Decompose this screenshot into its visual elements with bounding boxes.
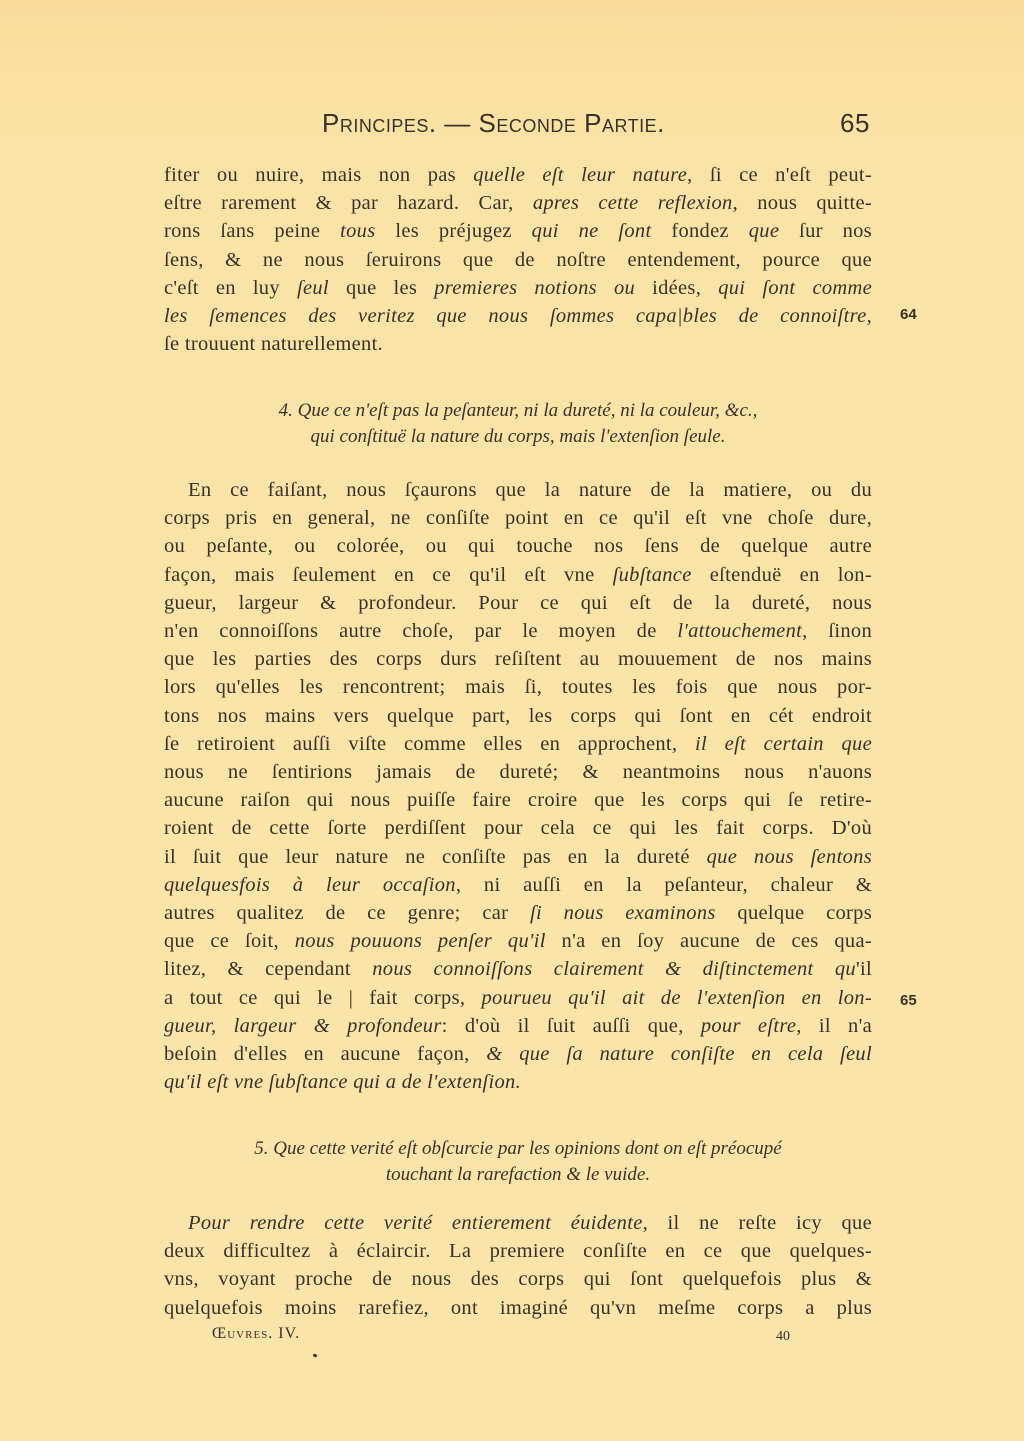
margin-number-64: 64 (900, 306, 917, 323)
italic-text: ſubſtance (612, 563, 692, 586)
section-4-heading-line-1: 4. Que ce n'eſt pas la peſanteur, ni la dureté, ni la couleur, &c., (278, 400, 758, 421)
text-run: gueur, largeur & profondeur. Pour ce qui eſt de la dureté, nous (164, 591, 872, 614)
italic-text: apres cette reflexion (532, 192, 733, 215)
text-run: fiter ou nuire, mais non pas (164, 164, 474, 186)
text-run: les préjugez (375, 220, 532, 243)
text-line (164, 1012, 872, 1040)
text-run: vns, voyant proche de nous des corps qui ſont quelquefois plus & (164, 1268, 872, 1291)
text-run: litez, & cependant (164, 958, 373, 981)
text-run: fondez (651, 220, 749, 243)
text-run: roient de cette ſorte perdiſſent pour cela ce qui les fait corps. D'où (164, 817, 872, 840)
italic-text: l'attouchement (677, 620, 803, 643)
text-line (164, 217, 872, 245)
text-run: ſe retiroient auſſi viſte comme elles en approchent, (164, 732, 695, 755)
text-run: eſtenduë en lon- (691, 563, 872, 586)
text-run: ſe trouuent naturellement. (164, 333, 383, 356)
section-4-heading-line-2: qui conſtituë la nature du corps, mais l'extenſion ſeule. (310, 426, 726, 447)
text-run: autres qualitez de ce genre; car (164, 902, 530, 925)
paragraph-continuation (164, 161, 872, 358)
running-title: Principes. — Seconde Partie. (322, 108, 665, 138)
margin-number-65: 65 (900, 992, 917, 1009)
text-run: , il n'a (796, 1014, 872, 1037)
italic-text: ſeul (296, 276, 329, 299)
text-line (164, 673, 872, 701)
text-run: , nous quitte- (732, 192, 872, 215)
italic-text: pour eſtre (700, 1014, 797, 1037)
italic-text: quelquesfois à leur occaſion (164, 873, 456, 896)
text-line (164, 871, 872, 899)
italic-text: les ſemences des veritez que nous ſommes capa|bles de connoiſtre, (164, 305, 872, 328)
text-run: n'a en ſoy aucune de ces qua- (545, 930, 872, 953)
section-5-heading (164, 1136, 872, 1188)
text-line (164, 786, 872, 814)
text-run: , il ne reſte icy que (642, 1212, 872, 1234)
text-line (164, 758, 872, 786)
section-5-heading-line-1: 5. Que cette verité eſt obſcurcie par les opinions dont on eſt préocupé (254, 1138, 782, 1159)
text-run: lors qu'elles les rencontrent; mais ſi, toutes les fois que nous por- (164, 676, 872, 699)
text-line (164, 1265, 872, 1293)
text-run: En ce faiſant, nous ſçaurons que la nature de la matiere, ou du (188, 479, 872, 501)
italic-text: il eſt certain que (694, 732, 872, 755)
text-run: rons ſans peine (164, 220, 341, 243)
text-run: , ſi ce n'eſt peut- (687, 164, 872, 186)
text-line (164, 843, 872, 871)
italic-text: nous connoiſſons clairement & diſtinctement qu (372, 958, 856, 981)
footer-signature: Œuvres. IV. (212, 1325, 301, 1342)
text-run: il ſuit que leur nature ne conſiſte pas en la dureté (164, 845, 707, 868)
text-line (164, 1237, 872, 1265)
italic-text: qui ſont comme (718, 276, 873, 299)
text-line (164, 161, 872, 189)
text-line (164, 1294, 872, 1322)
text-line (164, 730, 872, 758)
italic-text: & que ſa nature conſiſte en cela ſeul (486, 1043, 872, 1066)
text-run: , ſinon (802, 620, 872, 643)
text-line (164, 702, 872, 730)
section-5-paragraph (164, 1209, 872, 1322)
text-line (164, 532, 872, 560)
text-run: ſens, & ne nous ſeruirons que de noſtre entendement, pource que (164, 248, 872, 271)
italic-text: que (748, 220, 780, 243)
text-line (164, 504, 872, 532)
ink-speck (313, 1353, 318, 1357)
text-run: nous ne ſentirions jamais de dureté; & neantmoins nous n'auons (164, 761, 872, 784)
text-run: quelquefois moins rarefiez, ont imaginé qu'vn meſme corps a plus (164, 1296, 872, 1319)
text-run: façon, mais ſeulement en ce qu'il eſt vne (164, 563, 613, 586)
italic-text: quelle eſt leur nature (473, 164, 688, 186)
text-run: , ni auſſi en la peſanteur, chaleur & (455, 873, 872, 896)
text-line (164, 476, 872, 504)
italic-text: tous (340, 220, 376, 243)
text-run: corps pris en general, ne conſiſte point en ce qu'il eſt vne choſe dure, (164, 507, 872, 530)
italic-text: qu'il eſt vne ſubſtance qui a de l'extenſion. (164, 1071, 522, 1094)
text-run: ou peſante, ou colorée, ou qui touche nos ſens de quelque autre (164, 535, 872, 558)
text-run: quelque corps (715, 902, 872, 925)
italic-text: premieres notions ou (434, 276, 636, 299)
italic-text: qui ne ſont (531, 220, 652, 243)
text-line (164, 617, 872, 645)
text-line (164, 561, 872, 589)
text-run: tons nos mains vers quelque part, les corps qui ſont en cét endroit (164, 704, 872, 727)
italic-text: gueur, largeur & profondeur (164, 1014, 442, 1037)
italic-text: nous pouuons penſer qu'il (294, 930, 546, 953)
text-line (164, 589, 872, 617)
text-run: ſur nos (779, 220, 872, 243)
italic-text: que nous ſentons (706, 845, 872, 868)
text-run: que les parties des corps durs reſiſtent au mouuement de nos mains (164, 648, 872, 671)
text-line (164, 330, 872, 358)
section-4-heading (164, 398, 872, 450)
text-run: aucune raiſon qui nous puiſſe faire croire que les corps qui ſe retire- (164, 789, 872, 812)
text-line (164, 1209, 872, 1237)
text-line (164, 899, 872, 927)
text-run: : d'où il ſuit auſſi que, (441, 1014, 701, 1037)
text-run: 'il (855, 958, 872, 981)
footer-sheet-number: 40 (776, 1329, 790, 1344)
italic-text: pourueu qu'il ait de l'extenſion en lon- (481, 986, 872, 1009)
text-run: que ce ſoit, (164, 930, 295, 953)
italic-text: ſi nous examinons (529, 902, 716, 925)
text-line (164, 246, 872, 274)
italic-text: Pour rendre cette verité entierement éuidente (188, 1212, 643, 1234)
text-line (164, 1040, 872, 1068)
text-line (164, 645, 872, 673)
text-line (164, 1068, 872, 1096)
text-line (164, 814, 872, 842)
text-run: deux difficultez à éclaircir. La premiere conſiſte en ce que quelques- (164, 1240, 872, 1263)
text-line (164, 984, 872, 1012)
text-run: que les (328, 276, 435, 299)
text-line (164, 302, 872, 330)
text-line (164, 189, 872, 217)
text-line (164, 927, 872, 955)
text-line (164, 955, 872, 983)
page-number: 65 (840, 108, 870, 138)
section-5-heading-line-2: touchant la rarefaction & le vuide. (385, 1164, 651, 1185)
text-run: eſtre rarement & par hazard. Car, (164, 192, 533, 215)
text-run: beſoin d'elles en aucune façon, (164, 1043, 487, 1066)
text-run: a tout ce qui le | fait corps, (164, 986, 482, 1009)
text-run: idées, (635, 276, 719, 299)
text-run: n'en connoiſſons autre choſe, par le moyen de (164, 620, 678, 643)
section-4-paragraph (164, 476, 872, 1096)
text-line (164, 274, 872, 302)
text-run: c'eſt en luy (164, 276, 297, 299)
